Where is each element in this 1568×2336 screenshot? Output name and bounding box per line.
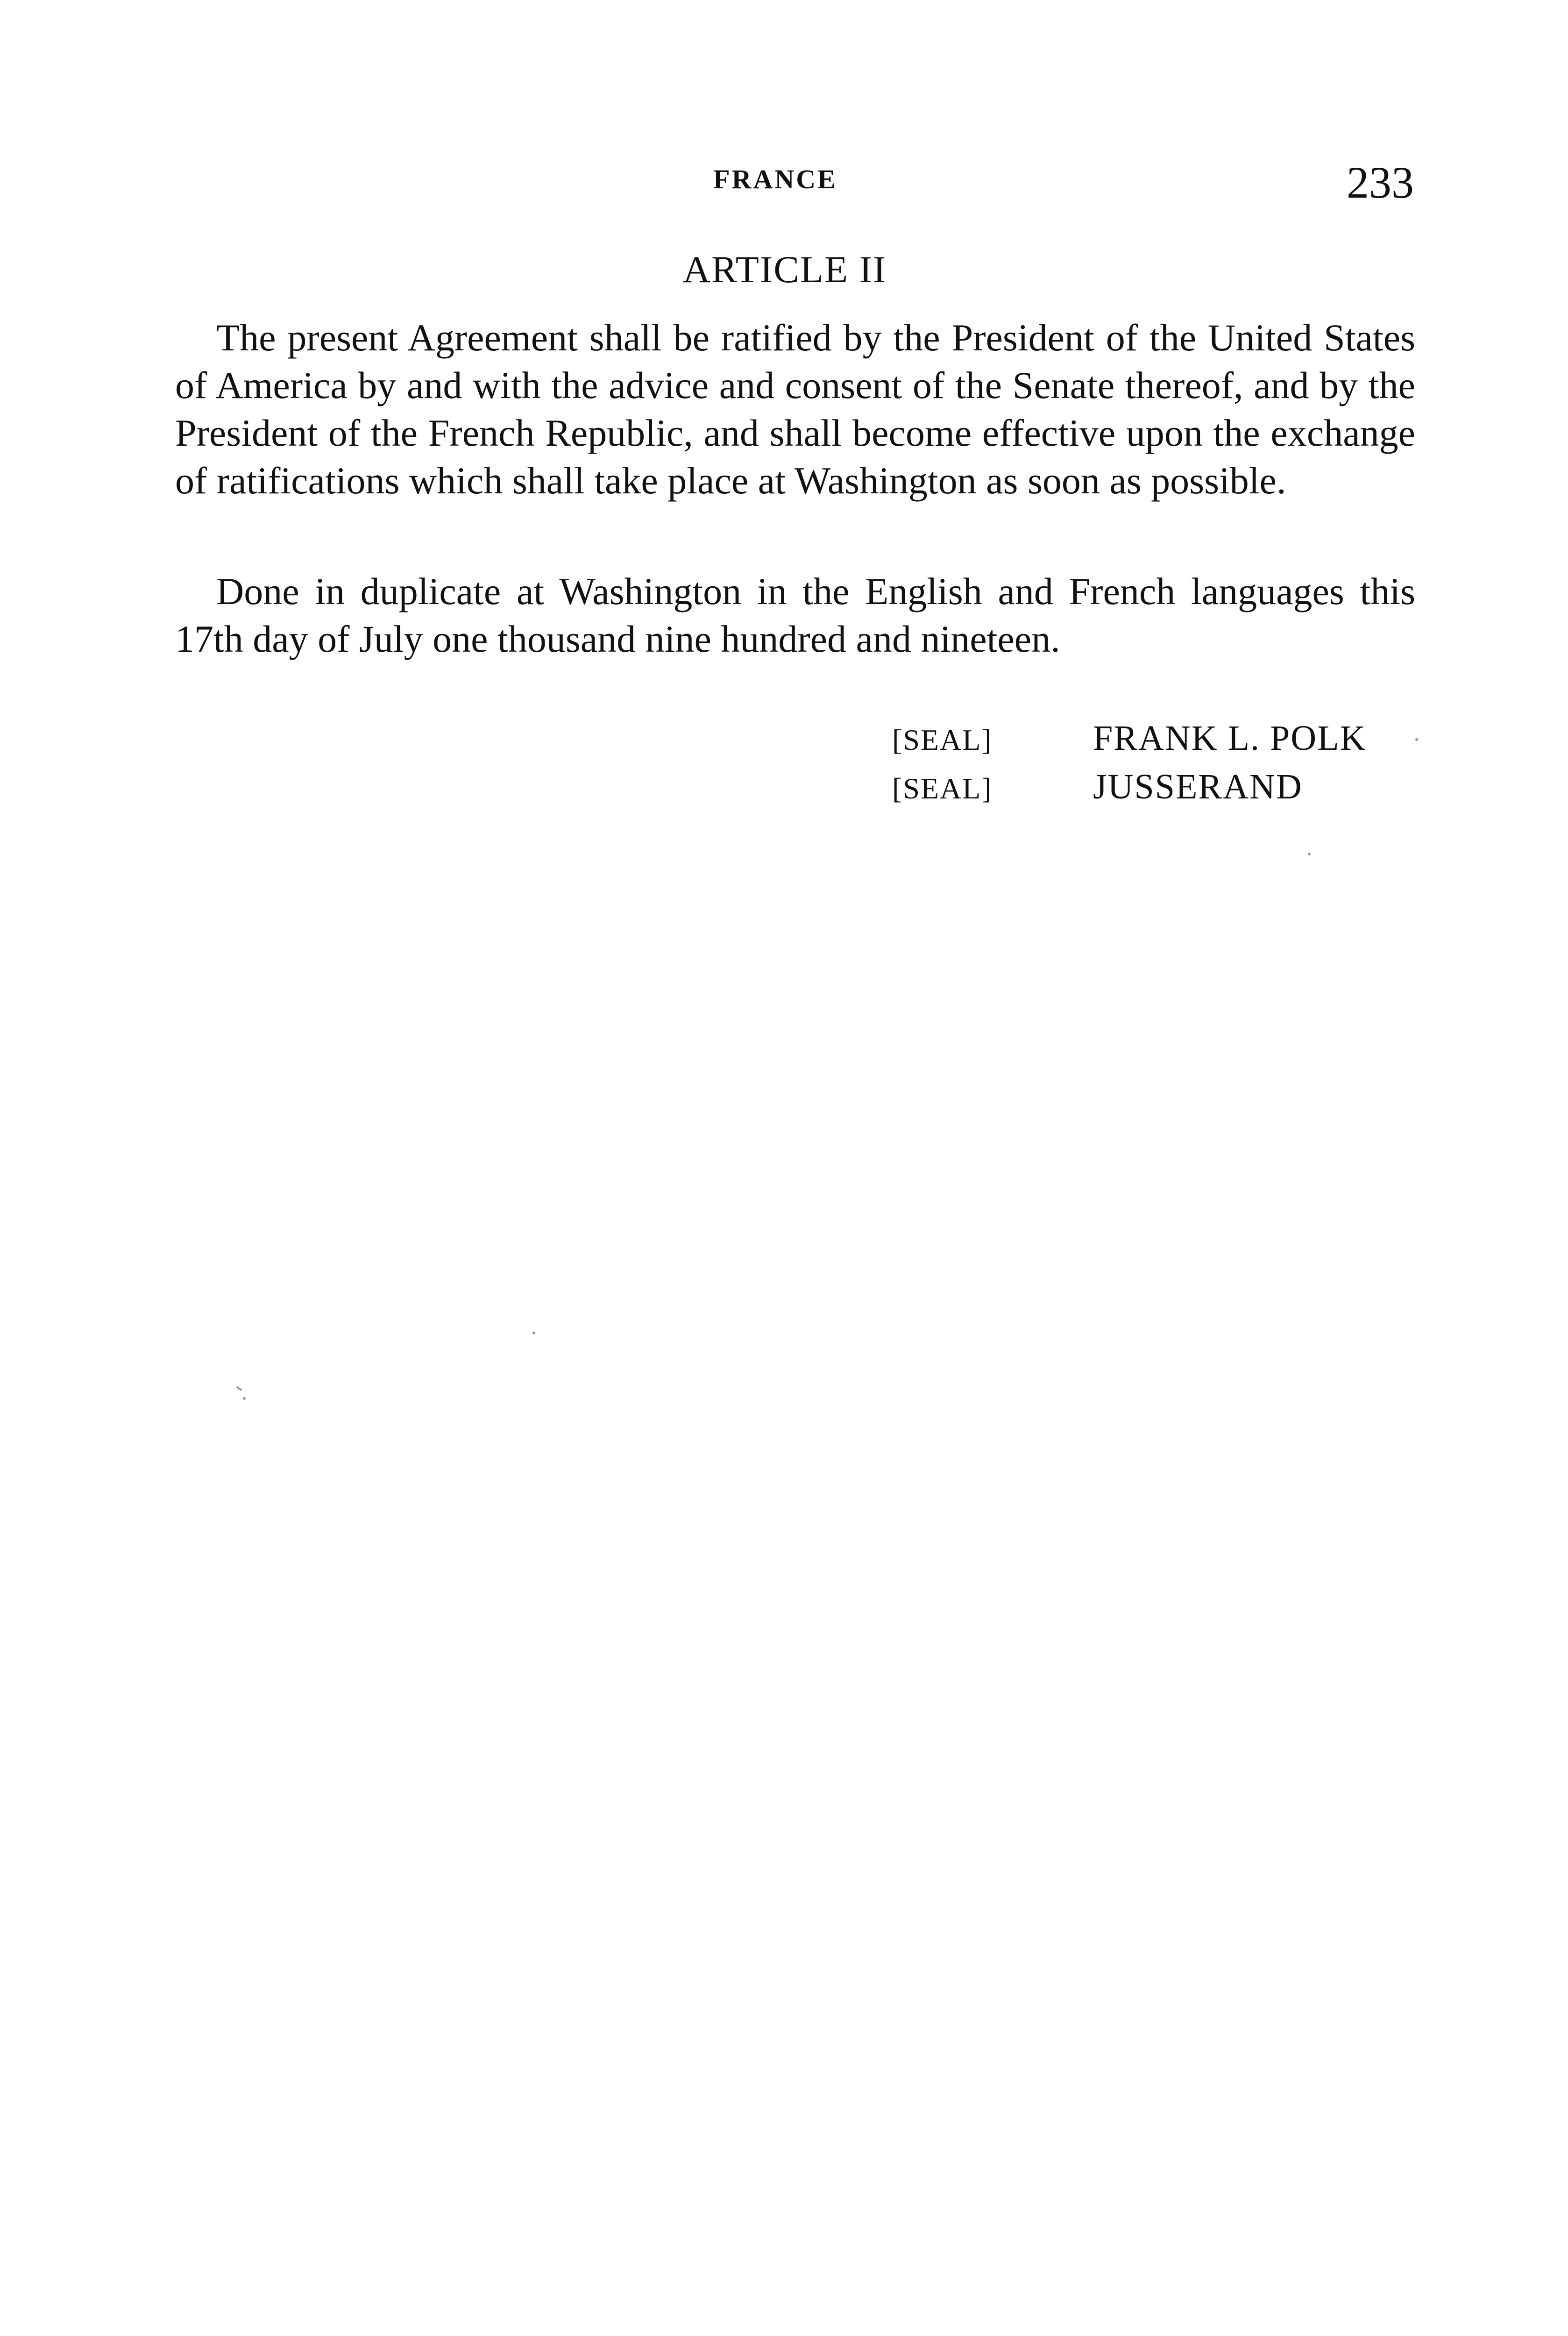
scan-speck [1415,738,1418,741]
paragraph-done-in-duplicate: Done in duplicate at Washington in the English and French languages this 17th day of July one thousand nine hundred and nineteen. [175,570,1415,660]
scan-speck [532,1332,535,1334]
signer-name: JUSSERAND [1093,767,1303,806]
seal-label: [SEAL] [892,723,993,756]
signer-name: FRANK L. POLK [1093,719,1367,758]
scan-speck [236,1386,242,1391]
paragraph-ratification: The present Agreement shall be ratified by the President of the United States of America by and with the advice and consent of the Senate thereof, and by the President of the French Republic, and shall become effective upon the exchange of ratifications which shall take place at Washington as soon as possible. [175,316,1415,502]
signature-row [892,715,1415,763]
scan-speck [1308,853,1311,855]
signature-row [892,763,1415,812]
article-heading: ARTICLE II [682,248,887,291]
signature-block [892,715,1415,812]
page-number: 233 [1347,157,1414,207]
running-title: FRANCE [713,164,837,194]
scan-speck [243,1397,246,1400]
seal-label: [SEAL] [892,772,993,805]
